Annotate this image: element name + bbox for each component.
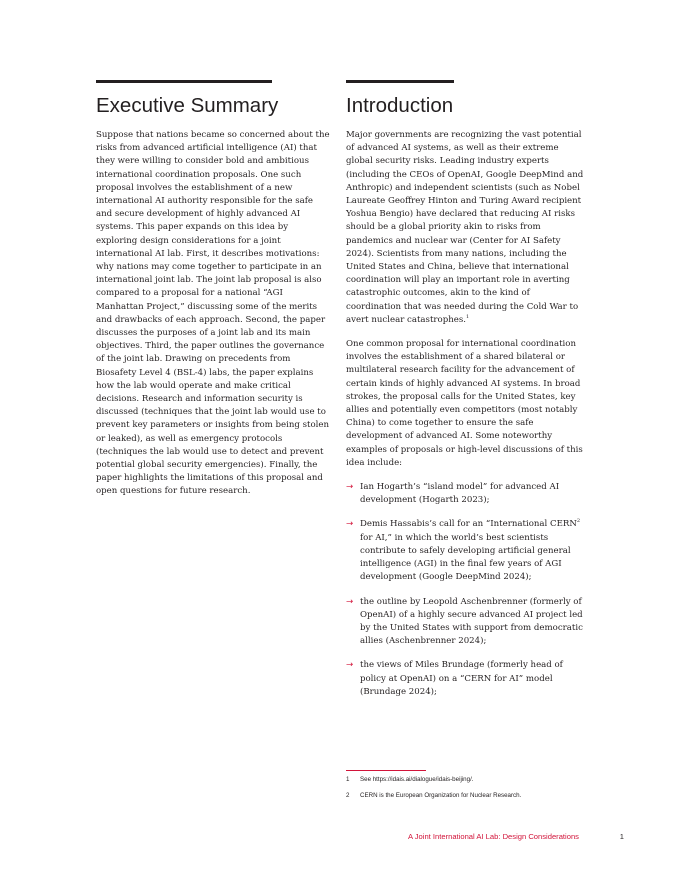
list-item [346, 596, 586, 649]
footnote-number: 2 [346, 792, 350, 799]
footnote-text: See https://idais.ai/dialogue/idais-beijing/. [360, 776, 474, 783]
list-item-text: the views of Miles Brundage (formerly head of policy at OpenAI) on a “CERN for AI” model (Brundage 2024); [360, 660, 563, 697]
footnote-text: CERN is the European Organization for Nuclear Research. [360, 792, 522, 799]
footnote [346, 776, 606, 783]
paragraph-text: Major governments are recognizing the vast potential of advanced AI systems, as well as their extreme global security risks. Leading industry experts (including the CEOs of OpenAI, Google DeepMind and Anthropic) and independent scientists (such as Nobel Laureate Geoffrey Hinton and Turing Award recipient Yoshua Bengio) have declared that reducing AI risks should be a global priority akin to risks from pandemics and nuclear war (Center for AI Safety 2024). Scientists from many nations, including the United States and China, believe that international coordination will play an important role in averting catastrophic outcomes, akin to the kind of coordination that was needed during the Cold War to avert nuclear catastrophes. [346, 130, 584, 325]
section-rule [96, 80, 272, 83]
executive-summary-body: Suppose that nations became so concerned about the risks from advanced artificial intelligence (AI) that they were willing to consider bold and ambitious international coordination proposals. One such proposal involves the establishment of a new international AI authority responsible for the safe and secure development of highly advanced AI systems. This paper expands on this idea by exploring design considerations for a joint international AI lab. First, it describes motivations: why nations may come together to participate in an international joint lab. The joint lab proposal is also compared to a proposal for a national “AGI Manhattan Project,” discussing some of the merits and drawbacks of each approach. Second, the paper discusses the purposes of a joint lab and its main objectives. Third, the paper outlines the governance of the joint lab. Drawing on precedents from Biosafety Level 4 (BSL-4) labs, the paper explains how the lab would operate and make critical decisions. Research and information security is discussed (techniques that the joint lab would use to prevent key parameters or insights from being stolen or leaked), as well as emergency protocols (techniques the lab would use to detect and prevent potential global security emergencies). Finally, the paper highlights the limitations of this proposal and open questions for future research. [96, 130, 330, 497]
arrow-right-icon: → [346, 482, 354, 493]
footnote-ref: 2 [576, 518, 581, 525]
introduction-paragraph [346, 129, 586, 327]
footnote-number: 1 [346, 776, 350, 783]
footnote [346, 792, 606, 799]
list-item [346, 481, 586, 507]
list-item-text-part: Demis Hassabis’s call for an “International CERN [360, 519, 577, 530]
arrow-right-icon: → [346, 596, 354, 607]
arrow-right-icon: → [346, 660, 354, 671]
footnotes [346, 776, 606, 808]
list-item-text [360, 519, 580, 582]
arrow-right-icon: → [346, 519, 354, 530]
list-item [346, 659, 586, 699]
list-item [346, 518, 586, 584]
page-number: 1 [619, 832, 624, 841]
introduction-paragraph: One common proposal for international coordination involves the establishment of a shared bilateral or multilateral research facility for the advancement of certain kinds of highly advanced AI systems. In broad strokes, the proposal calls for the United States, key allies and potentially even competitors (most notably China) to come together to ensure the safe development of advanced AI. Some noteworthy examples of proposals or high-level discussions of this idea include: [346, 339, 583, 468]
proposal-list [346, 481, 586, 699]
introduction-section [346, 80, 586, 710]
footnote-divider [346, 770, 426, 771]
list-item-text-part: for AI,” in which the world’s best scientists contribute to safely developing artificial general intelligence (AGI) in the final few years of AGI development (Google DeepMind 2024); [360, 532, 571, 583]
executive-summary-section [96, 80, 330, 499]
page-footer [346, 832, 624, 841]
list-item-text: Ian Hogarth’s “island model” for advanced AI development (Hogarth 2023); [360, 482, 560, 506]
running-title: A Joint International AI Lab: Design Considerations [408, 832, 579, 841]
section-rule [346, 80, 454, 83]
list-item-text: the outline by Leopold Aschenbrenner (formerly of OpenAI) of a highly secure advanced AI project led by the United States with support from democratic allies (Aschenbrenner 2024); [360, 596, 583, 647]
introduction-heading: Introduction [346, 94, 454, 117]
executive-summary-heading: Executive Summary [96, 94, 279, 117]
footnote-ref: 1 [465, 313, 470, 320]
introduction-body [346, 129, 586, 699]
